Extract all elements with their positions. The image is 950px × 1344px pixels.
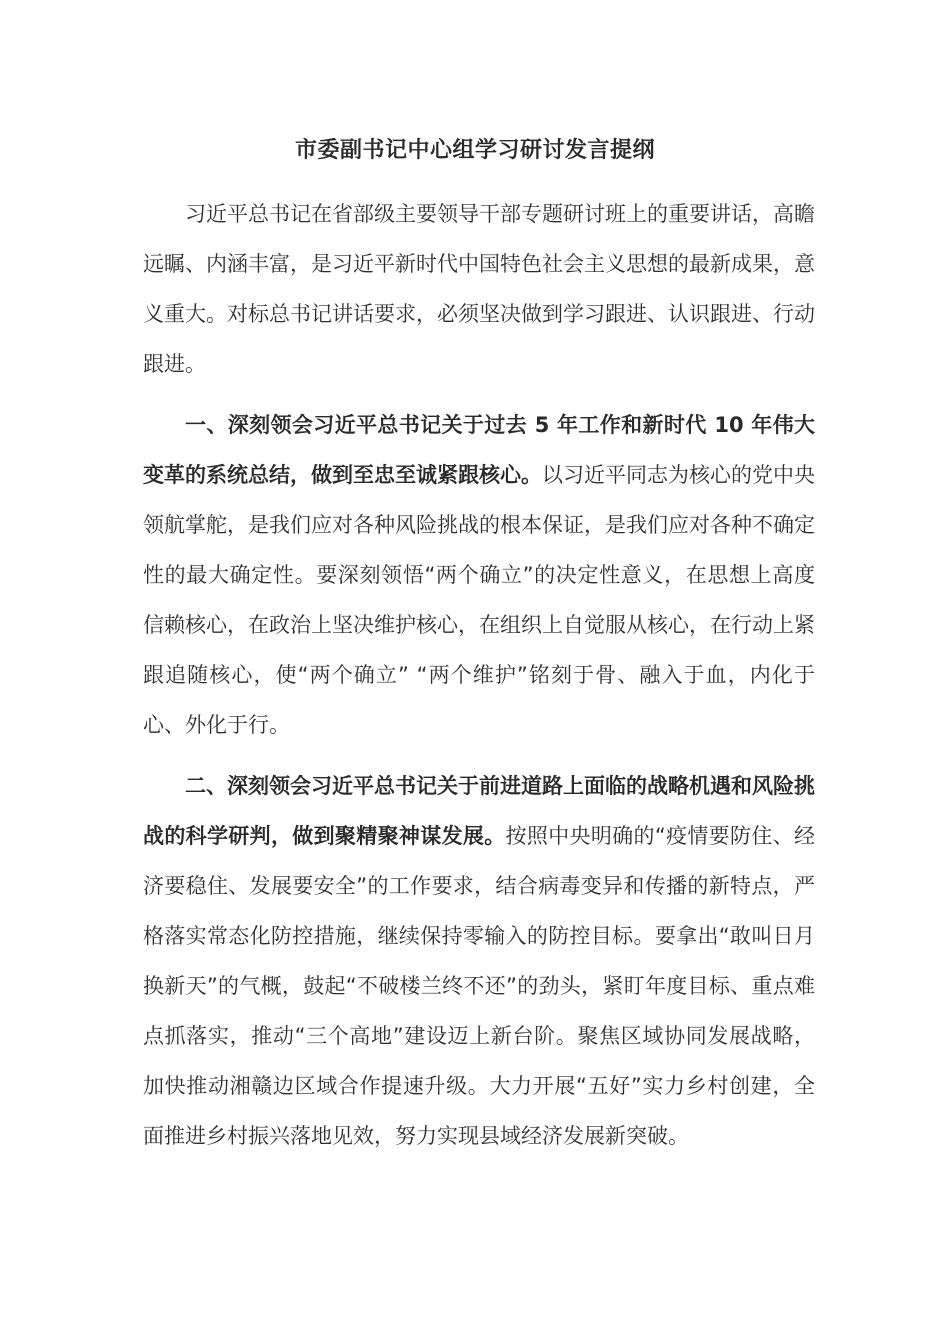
document-title: 市委副书记中心组学习研讨发言提纲 [294,138,655,163]
section-1-paragraph [143,400,815,750]
section-2-heading: 二、深刻领会习近平总书记关于前进道路上面临的战略机遇和风险挑战的科学研判，做到聚精聚神谋发展。 [143,774,815,848]
section-2-paragraph [143,761,815,1161]
section-1-heading: 一、深刻领会习近平总书记关于过去 5 年工作和新时代 10 年伟大变革的系统总结，做到至忠至诚紧跟核心。 [143,413,815,487]
section-1-body: 以习近平同志为核心的党中央领航掌舵，是我们应对各种风险挑战的根本保证，是我们应对各种不确定性的最大确定性。要深刻领悟“两个确立”的决定性意义，在思想上高度信赖核心，在政治上坚决维护核心，在组织上自觉服从核心，在行动上紧跟追随核心，使“两个确立” “两个维护”铭刻于骨、融入于血，内化于心、外化于行。 [143,463,815,737]
section-2-body: 按照中央明确的“疫情要防住、经济要稳住、发展要安全”的工作要求，结合病毒变异和传播的新特点，严格落实常态化防控措施，继续保持零输入的防控目标。要拿出“敢叫日月换新天”的气概，鼓起“不破楼兰终不还”的劲头，紧盯年度目标、重点难点抓落实，推动“三个高地”建设迈上新台阶。聚焦区域协同发展战略，加快推动湘赣边区域合作提速升级。大力开展“五好”实力乡村创建，全面推进乡村振兴落地见效，努力实现县域经济发展新突破。 [143,824,815,1148]
intro-paragraph [143,189,815,389]
intro-text: 习近平总书记在省部级主要领导干部专题研讨班上的重要讲话，高瞻远瞩、内涵丰富，是习近平新时代中国特色社会主义思想的最新成果，意义重大。对标总书记讲话要求，必须坚决做到学习跟进、认识跟进、行动跟进。 [143,202,815,376]
